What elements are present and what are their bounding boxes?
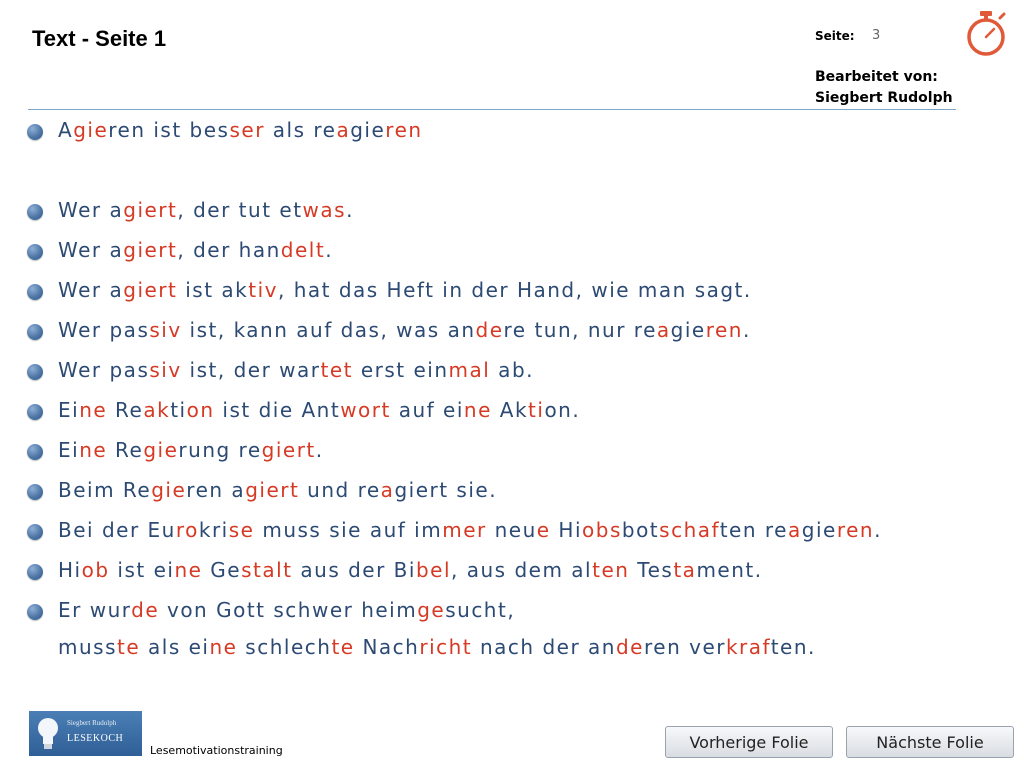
syllable: ten re (719, 518, 788, 542)
bullet-icon (27, 484, 43, 500)
highlighted-syllable: giert (123, 198, 178, 222)
bullet-icon (27, 364, 43, 380)
highlighted-syllable: te (331, 635, 355, 659)
highlighted-syllable: schaf (659, 518, 720, 542)
syllable: . (325, 238, 334, 262)
highlighted-syllable: ne (209, 635, 238, 659)
bullet-icon (27, 324, 43, 340)
highlighted-syllable: giert (261, 438, 316, 462)
bullet-icon (27, 204, 43, 220)
highlighted-syllable: ob (81, 558, 110, 582)
highlighted-syllable: ge (417, 598, 446, 622)
syllable: ab. (490, 358, 534, 382)
syllable: auf ei (390, 398, 464, 422)
syllable: ist ak (177, 278, 249, 302)
bullet-icon (27, 284, 43, 300)
text-line (58, 635, 816, 659)
syllable: als re (264, 118, 337, 142)
footer-label: Lesemotivationstraining (150, 744, 283, 757)
syllable: Re (107, 398, 144, 422)
page-number: 3 (872, 28, 881, 43)
page-label: Seite: (815, 29, 855, 43)
highlighted-syllable: was (302, 198, 347, 222)
syllable: Wer a (58, 278, 124, 302)
highlighted-syllable: gie (151, 478, 187, 502)
syllable: . (315, 438, 324, 462)
highlighted-syllable: ne (463, 398, 492, 422)
syllable: gie (670, 318, 706, 342)
text-line (58, 278, 752, 302)
syllable: ment. (696, 558, 763, 582)
syllable: Hi (58, 558, 82, 582)
highlighted-syllable: ti (528, 398, 545, 422)
highlighted-syllable: ro (175, 518, 199, 542)
highlighted-syllable: wort (340, 398, 391, 422)
highlighted-syllable: tiv (248, 278, 278, 302)
syllable: Wer pas (58, 318, 150, 342)
highlighted-syllable: giert (123, 238, 178, 262)
syllable: ten. (770, 635, 816, 659)
highlighted-syllable: bel (415, 558, 452, 582)
edited-by-label: Bearbeitet von: (815, 69, 938, 85)
highlighted-syllable: mer (442, 518, 487, 542)
header-divider (28, 109, 956, 110)
highlighted-syllable: a (336, 118, 351, 142)
syllable: Ei (58, 398, 80, 422)
bullet-icon (27, 124, 43, 140)
syllable: on. (544, 398, 581, 422)
highlighted-syllable: ne (79, 398, 108, 422)
syllable: Ge (202, 558, 242, 582)
bullet-icon (27, 604, 43, 620)
stopwatch-icon[interactable] (963, 9, 1009, 57)
highlighted-syllable: a (787, 518, 802, 542)
highlighted-syllable: ne (79, 438, 108, 462)
highlighted-syllable: ta (673, 558, 697, 582)
highlighted-syllable: a (380, 478, 395, 502)
syllable: ti (170, 398, 187, 422)
highlighted-syllable: ten (592, 558, 630, 582)
highlighted-syllable: kraf (725, 635, 771, 659)
logo-author: Siegbert Rudolph (67, 719, 117, 727)
syllable: . (742, 318, 751, 342)
syllable: muss sie auf im (254, 518, 443, 542)
highlighted-syllable: stalt (241, 558, 293, 582)
syllable: ren a (186, 478, 246, 502)
highlighted-syllable: se (228, 518, 255, 542)
syllable: A (58, 118, 74, 142)
syllable: Ak (491, 398, 529, 422)
highlighted-syllable: ser (229, 118, 265, 142)
bullet-icon (27, 564, 43, 580)
syllable: Hi (550, 518, 583, 542)
highlighted-syllable: gie (143, 438, 179, 462)
highlighted-syllable: de (131, 598, 160, 622)
syllable: aus der Bi (292, 558, 416, 582)
syllable: Wer a (58, 198, 124, 222)
syllable: ren ver (643, 635, 726, 659)
syllable: bot (621, 518, 660, 542)
syllable: erst ein (352, 358, 449, 382)
highlighted-syllable: siv (149, 358, 182, 382)
highlighted-syllable: ne (174, 558, 203, 582)
syllable: Tes (629, 558, 674, 582)
syllable: Wer a (58, 238, 124, 262)
highlighted-syllable: ak (143, 398, 171, 422)
highlighted-syllable: ren (705, 318, 743, 342)
edited-by (815, 67, 953, 109)
syllable: Ei (58, 438, 80, 462)
syllable: Beim Re (58, 478, 152, 502)
next-slide-button[interactable]: Nächste Folie (846, 726, 1014, 758)
syllable: als ei (140, 635, 210, 659)
syllable: Wer pas (58, 358, 150, 382)
syllable: kri (198, 518, 229, 542)
syllable: von Gott schwer heim (159, 598, 418, 622)
syllable: . (346, 198, 354, 222)
text-line (58, 198, 354, 222)
highlighted-syllable: on (186, 398, 215, 422)
text-line (58, 318, 751, 342)
text-line (58, 478, 497, 502)
syllable: ist, kann auf das, was an (181, 318, 476, 342)
highlighted-syllable: siv (149, 318, 182, 342)
author-name: Siegbert Rudolph (815, 90, 953, 106)
text-line (58, 598, 515, 622)
highlighted-syllable: a (656, 318, 671, 342)
syllable: , der tut et (177, 198, 303, 222)
logo-brand: LESEKOCH (67, 733, 124, 744)
highlighted-syllable: obs (582, 518, 622, 542)
bullet-icon (27, 404, 43, 420)
highlighted-syllable: de (615, 635, 644, 659)
syllable: ren ist bes (108, 118, 230, 142)
highlighted-syllable: te (117, 635, 141, 659)
text-line (58, 398, 580, 422)
text-line (58, 518, 882, 542)
syllable: nach der an (472, 635, 616, 659)
syllable: sucht, (445, 598, 516, 622)
highlighted-syllable: giert (245, 478, 300, 502)
highlighted-syllable: tet (320, 358, 353, 382)
text-line (58, 238, 333, 262)
lesekoch-logo[interactable] (29, 711, 142, 756)
syllable: re tun, nur re (503, 318, 657, 342)
highlighted-syllable: de (475, 318, 504, 342)
syllable: neu (486, 518, 537, 542)
syllable: ist ei (109, 558, 175, 582)
syllable: gie (350, 118, 386, 142)
syllable: muss (58, 635, 117, 659)
highlighted-syllable: e (536, 518, 551, 542)
highlighted-syllable: delt (280, 238, 326, 262)
highlighted-syllable: giert (123, 278, 178, 302)
bullet-icon (27, 524, 43, 540)
syllable: . (874, 518, 882, 542)
syllable: giert sie. (394, 478, 498, 502)
syllable: , der han (177, 238, 281, 262)
highlighted-syllable: ren (836, 518, 875, 542)
syllable: , aus dem al (451, 558, 593, 582)
syllable: ist, der war (181, 358, 321, 382)
syllable: , hat das Heft in der Hand, wie man sagt. (277, 278, 752, 302)
syllable: schlech (237, 635, 332, 659)
previous-slide-button[interactable]: Vorherige Folie (665, 726, 833, 758)
syllable: ist die Ant (214, 398, 341, 422)
syllable: rung re (178, 438, 262, 462)
syllable: Nach (354, 635, 420, 659)
text-line (58, 358, 534, 382)
syllable: und re (299, 478, 381, 502)
highlighted-syllable: ren (385, 118, 423, 142)
page-title: Text - Seite 1 (32, 26, 167, 51)
highlighted-syllable: mal (448, 358, 491, 382)
syllable: Re (107, 438, 144, 462)
text-line (58, 118, 423, 142)
syllable: gie (801, 518, 837, 542)
highlighted-syllable: richt (419, 635, 473, 659)
highlighted-syllable: gie (73, 118, 109, 142)
lightbulb-icon (35, 716, 61, 752)
bullet-icon (27, 444, 43, 460)
text-line (58, 438, 324, 462)
syllable: Er wur (58, 598, 132, 622)
text-line (58, 558, 763, 582)
bullet-icon (27, 244, 43, 260)
syllable: Bei der Eu (58, 518, 176, 542)
